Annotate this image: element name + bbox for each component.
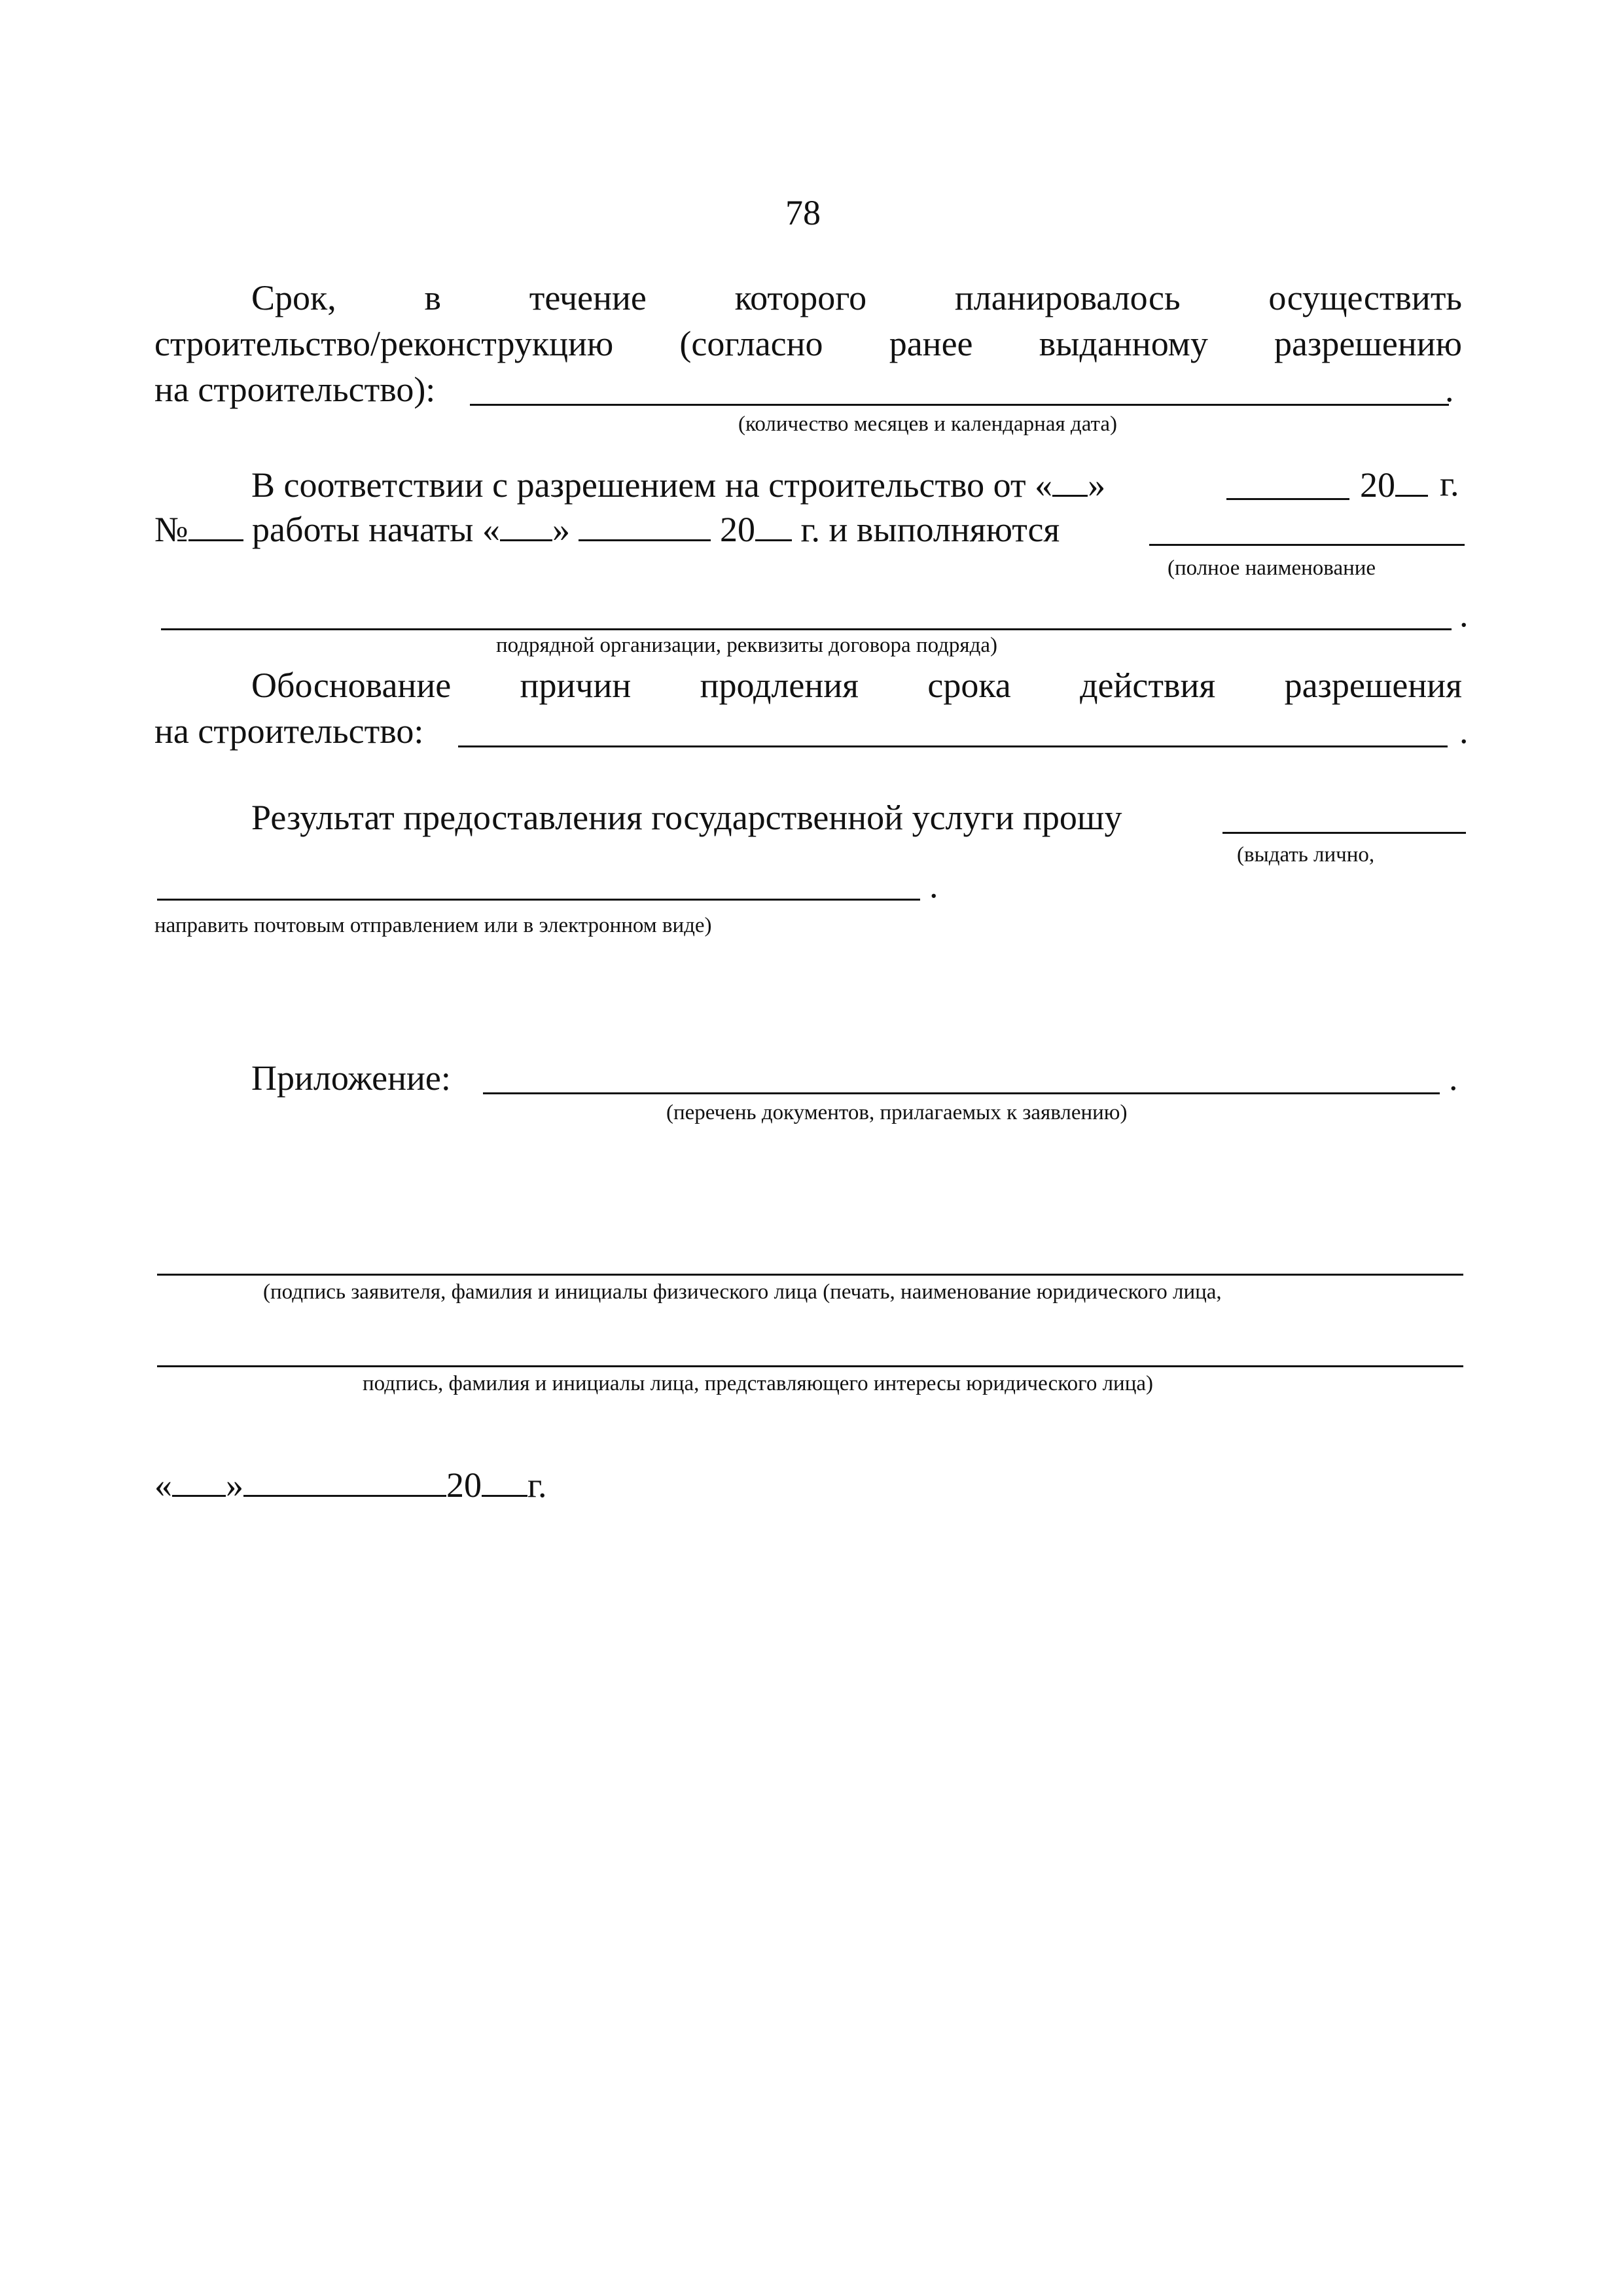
date-day-blank[interactable] [172, 1466, 226, 1497]
result-caption-2: направить почтовым отправлением или в электронном виде) [154, 914, 712, 937]
reason-word: продления [700, 666, 859, 705]
work-month-blank[interactable] [579, 511, 711, 541]
term-line-2 [154, 326, 1462, 361]
signature-line-1[interactable] [157, 1274, 1463, 1276]
permit-year [1360, 466, 1428, 503]
work-quote-close: » [552, 510, 570, 549]
term-word: строительство/реконструкцию [154, 324, 614, 363]
work-day-blank[interactable] [500, 511, 552, 541]
term-word: в [424, 278, 442, 317]
term-line-3-label: на строительство): [154, 370, 436, 409]
permit-line-2 [154, 511, 1060, 547]
term-caption: (количество месяцев и календарная дата) [738, 412, 1117, 436]
work-performed: г. и выполняются [800, 510, 1060, 549]
permit-year-prefix: 20 [1360, 465, 1395, 505]
reason-word: срока [927, 666, 1011, 705]
term-line-3-end: . [1445, 370, 1454, 409]
permit-line-1 [251, 466, 1105, 503]
term-word: разрешению [1274, 324, 1462, 363]
date-open-quote: « [154, 1465, 172, 1505]
signature-caption-2: подпись, фамилия и инициалы лица, представляющего интересы юридического лица) [363, 1372, 1154, 1395]
date-close-quote: » [226, 1465, 243, 1505]
term-word: ранее [889, 324, 973, 363]
term-word: которого [734, 278, 867, 317]
permit-number-blank[interactable] [188, 511, 243, 541]
date-month-blank[interactable] [243, 1466, 446, 1497]
term-word: Срок, [251, 278, 336, 317]
result-line-2-end: . [929, 866, 938, 905]
reason-word: разрешения [1284, 666, 1463, 705]
appendix-end: . [1449, 1058, 1458, 1098]
reason-line-1 [251, 668, 1462, 703]
date-year-suffix: г. [527, 1465, 547, 1505]
appendix-caption: (перечень документов, прилагаемых к заявлению) [666, 1101, 1128, 1124]
contractor-caption-2: подрядной организации, реквизиты договора подряда) [496, 634, 998, 657]
permit-year-suffix: г. [1440, 464, 1459, 503]
contractor-blank-1[interactable] [1149, 544, 1465, 546]
term-word: (согласно [679, 324, 823, 363]
permit-quote-close: » [1088, 465, 1106, 505]
contractor-blank-2[interactable] [161, 628, 1452, 630]
term-word: течение [529, 278, 647, 317]
date-year-blank[interactable] [482, 1466, 527, 1497]
term-line-1 [251, 280, 1462, 315]
term-word: осуществить [1268, 278, 1463, 317]
result-caption-1: (выдать лично, [1237, 843, 1375, 867]
permit-month-blank[interactable] [1226, 498, 1349, 500]
appendix-blank[interactable] [483, 1092, 1440, 1094]
date-year-prefix: 20 [446, 1465, 482, 1505]
result-line-1: Результат предоставления государственной услуги прошу [251, 798, 1122, 837]
appendix-label: Приложение: [251, 1058, 451, 1098]
date-line [154, 1466, 547, 1503]
result-blank-2[interactable] [157, 899, 920, 901]
reason-blank[interactable] [458, 745, 1448, 747]
reason-word: причин [520, 666, 632, 705]
reason-word: действия [1080, 666, 1216, 705]
work-year-blank[interactable] [755, 511, 792, 541]
term-blank[interactable] [470, 404, 1449, 406]
reason-word: Обоснование [251, 666, 452, 705]
result-blank-1[interactable] [1222, 832, 1466, 834]
contractor-line-end: . [1459, 595, 1469, 634]
contractor-caption-1: (полное наименование [1168, 556, 1376, 580]
signature-line-2[interactable] [157, 1365, 1463, 1367]
signature-caption-1: (подпись заявителя, фамилия и инициалы физического лица (печать, наименование юридического лица, [263, 1280, 1222, 1304]
permit-year-blank[interactable] [1395, 466, 1428, 497]
term-word: планировалось [954, 278, 1181, 317]
reason-line-2-label: на строительство: [154, 711, 424, 751]
permit-day-blank[interactable] [1052, 466, 1088, 497]
term-word: выданному [1039, 324, 1208, 363]
permit-work-started: работы начаты « [252, 510, 500, 549]
reason-line-2-end: . [1459, 711, 1469, 751]
permit-line-1-text: В соответствии с разрешением на строительство от « [251, 465, 1053, 505]
page-number: 78 [785, 193, 821, 232]
permit-number-sign: № [154, 510, 188, 549]
work-year-prefix: 20 [719, 510, 755, 549]
